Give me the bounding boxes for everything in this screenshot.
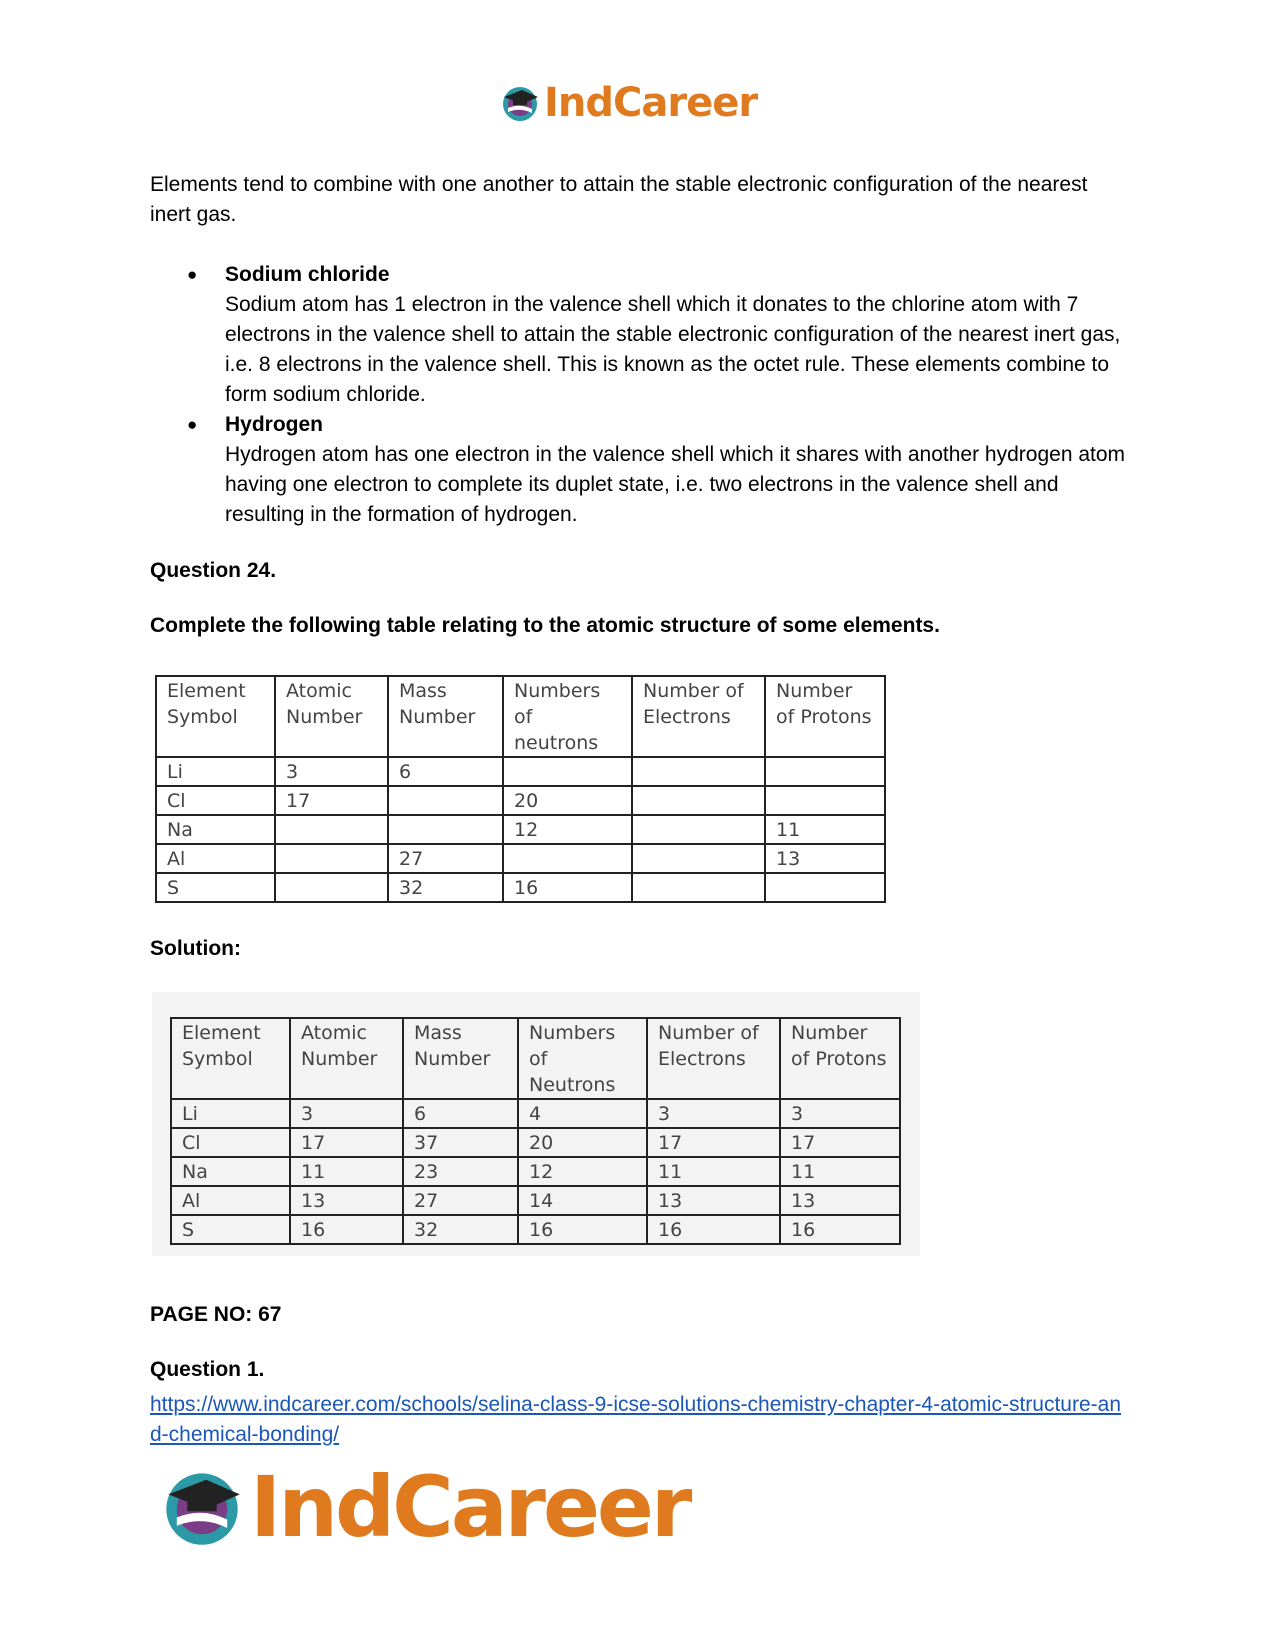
brand-name: IndCareer <box>250 1458 690 1556</box>
header-cell: Mass Number <box>403 1018 518 1099</box>
table-cell: 16 <box>647 1215 780 1244</box>
table-cell: 27 <box>403 1186 518 1215</box>
table-cell: 3 <box>780 1099 900 1128</box>
table-cell: 17 <box>647 1128 780 1157</box>
table-cell: 11 <box>290 1157 403 1186</box>
table-cell: Na <box>156 815 275 844</box>
page-number: PAGE NO: 67 <box>150 1303 282 1326</box>
table-cell <box>765 873 885 902</box>
table-cell: 17 <box>275 786 388 815</box>
table-cell: 14 <box>518 1186 647 1215</box>
brand-logo-bottom <box>160 1458 690 1556</box>
table-cell: 23 <box>403 1157 518 1186</box>
table-cell <box>503 757 632 786</box>
footer-link[interactable]: https://www.indcareer.com/schools/selina-class-9-icse-solutions-chemistry-chapter-4-atomic-structure-and-chemical-bonding/ <box>150 1393 1121 1446</box>
header-cell: Element Symbol <box>171 1018 290 1099</box>
table-cell: 13 <box>765 844 885 873</box>
question-24-prompt: Complete the following table relating to the atomic structure of some elements. <box>150 614 940 637</box>
table-row <box>156 844 885 873</box>
table-cell <box>275 815 388 844</box>
table-cell <box>388 815 503 844</box>
table-cell <box>388 786 503 815</box>
table-row <box>156 757 885 786</box>
table-cell: 17 <box>290 1128 403 1157</box>
table-cell <box>765 786 885 815</box>
table-cell: 12 <box>518 1157 647 1186</box>
header-cell: Numbers of neutrons <box>503 676 632 757</box>
table-row <box>156 815 885 844</box>
bullet-title: ● Hydrogen <box>225 413 324 436</box>
table-cell: 6 <box>403 1099 518 1128</box>
table-cell <box>632 757 765 786</box>
header-cell: Atomic Number <box>290 1018 403 1099</box>
table-row <box>156 873 885 902</box>
bullet-item <box>150 410 1130 530</box>
table-row <box>171 1099 900 1128</box>
table-cell <box>632 815 765 844</box>
header-cell: Mass Number <box>388 676 503 757</box>
table-cell: 11 <box>765 815 885 844</box>
table-cell: 3 <box>647 1099 780 1128</box>
table-cell <box>275 873 388 902</box>
table-cell <box>765 757 885 786</box>
table-cell <box>503 844 632 873</box>
table-cell: Na <box>171 1157 290 1186</box>
brand-name: IndCareer <box>544 80 758 126</box>
table-cell: 13 <box>780 1186 900 1215</box>
table-cell: 11 <box>780 1157 900 1186</box>
header-cell: Number of Protons <box>780 1018 900 1099</box>
header-cell: Number of Protons <box>765 676 885 757</box>
header-cell: Numbers of Neutrons <box>518 1018 647 1099</box>
solution-table <box>170 1017 901 1245</box>
table-cell: Al <box>171 1186 290 1215</box>
table-cell: 17 <box>780 1128 900 1157</box>
table-cell <box>632 873 765 902</box>
table-cell: 3 <box>290 1099 403 1128</box>
table-cell: 6 <box>388 757 503 786</box>
bullet-text: Hydrogen atom has one electron in the valence shell which it shares with another hydrogen atom having one electron to complete its duplet state, i.e. two electrons in the valence shell and resulting in the formation of hydrogen. <box>225 443 1126 526</box>
table-row <box>171 1215 900 1244</box>
table-cell: Li <box>156 757 275 786</box>
bullet-text: Sodium atom has 1 electron in the valence shell which it donates to the chlorine atom with 7 electrons in the valence shell to attain the stable electronic configuration of the nearest inert gas, i.e. 8 electrons in the valence shell. This is known as the octet rule. These elements combine to form sodium chloride. <box>225 293 1121 406</box>
table-cell: 11 <box>647 1157 780 1186</box>
table-header-row <box>156 676 885 757</box>
brand-logo-top <box>500 78 757 128</box>
table-cell: S <box>156 873 275 902</box>
table-cell: Cl <box>156 786 275 815</box>
table-cell: S <box>171 1215 290 1244</box>
table-cell: 27 <box>388 844 503 873</box>
table-cell: 13 <box>647 1186 780 1215</box>
table-cell: 3 <box>275 757 388 786</box>
table-cell <box>275 844 388 873</box>
table-cell: 20 <box>518 1128 647 1157</box>
header-cell: Number of Electrons <box>632 676 765 757</box>
table-cell: 16 <box>290 1215 403 1244</box>
table-cell: 20 <box>503 786 632 815</box>
bullet-item <box>150 260 1130 410</box>
graduation-cap-icon <box>500 83 540 123</box>
intro-paragraph: Elements tend to combine with one another to attain the stable electronic configuration of the nearest inert gas. <box>150 173 1088 226</box>
graduation-cap-icon <box>160 1465 244 1549</box>
table-row <box>171 1128 900 1157</box>
table-cell: Cl <box>171 1128 290 1157</box>
bullet-title: ● Sodium chloride <box>225 263 390 286</box>
table-cell: 12 <box>503 815 632 844</box>
table-cell: 13 <box>290 1186 403 1215</box>
question-table <box>155 675 886 903</box>
table-cell: Li <box>171 1099 290 1128</box>
table-cell: 4 <box>518 1099 647 1128</box>
solution-label: Solution: <box>150 937 241 960</box>
table-row <box>156 786 885 815</box>
table-header-row <box>171 1018 900 1099</box>
table-cell: 32 <box>388 873 503 902</box>
bullet-list <box>150 260 1130 530</box>
table-cell: 16 <box>780 1215 900 1244</box>
table-row <box>171 1186 900 1215</box>
header-cell: Atomic Number <box>275 676 388 757</box>
table-row <box>171 1157 900 1186</box>
header-cell: Number of Electrons <box>647 1018 780 1099</box>
table-cell <box>632 786 765 815</box>
question-24-label: Question 24. <box>150 559 277 582</box>
table-cell: 16 <box>518 1215 647 1244</box>
table-cell: 32 <box>403 1215 518 1244</box>
header-cell: Element Symbol <box>156 676 275 757</box>
table-cell: 37 <box>403 1128 518 1157</box>
table-cell <box>632 844 765 873</box>
table-cell: Al <box>156 844 275 873</box>
table-cell: 16 <box>503 873 632 902</box>
question-1-label: Question 1. <box>150 1358 265 1381</box>
